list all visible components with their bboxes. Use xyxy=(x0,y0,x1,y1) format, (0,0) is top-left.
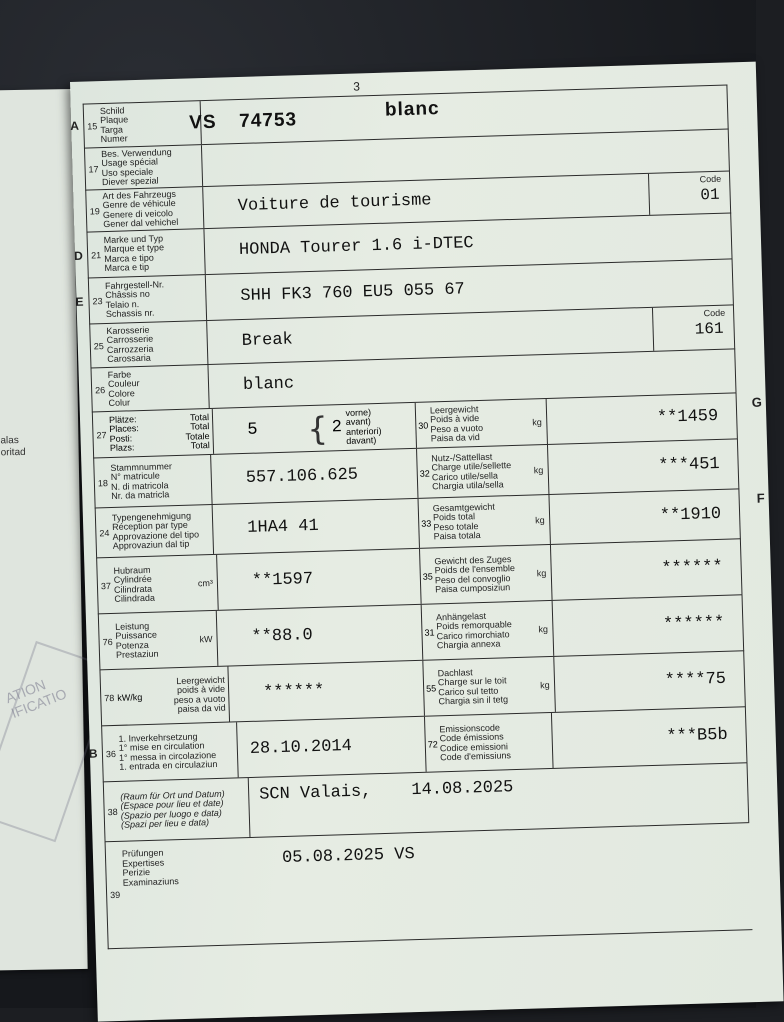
field-number: 24 xyxy=(99,527,110,538)
code-box: Code 161 xyxy=(652,305,734,350)
front-seats-value: 2 xyxy=(331,418,343,438)
unit-label: kg xyxy=(533,464,544,475)
field-label: Dachlast Charge sur le toit Carico sul tetto Chargia sin il tetg xyxy=(437,666,509,707)
field-label: Stammnummer N° matricule N. di matricola Nr. da matricla xyxy=(110,455,212,507)
unit-label: kg xyxy=(532,416,542,427)
seats-label: Plätze: Places: Posti: Plazs: xyxy=(108,413,139,453)
field-label: Farbe Couleur Colore Colur xyxy=(108,365,210,411)
chassis-value: SHH FK3 760 EU5 055 67 xyxy=(240,280,466,307)
power-value: **88.0 xyxy=(251,626,314,647)
field-number: 26 xyxy=(94,384,106,395)
field-label: Gesamtgewicht Poids total Peso totale Paisa totala xyxy=(432,501,495,542)
empty-weight-value: **1459 xyxy=(545,393,737,444)
field-number: 15 xyxy=(87,120,98,132)
unit-label: cm³ xyxy=(193,555,219,611)
row-letter: A xyxy=(70,118,80,134)
unit-label: kg xyxy=(539,679,550,690)
field-number: 25 xyxy=(93,340,104,351)
row-letter: E xyxy=(75,294,84,309)
field-label: Emissionscode Code émissions Codice emissioni Code d'emissiuns xyxy=(439,722,512,763)
field-number: 33 xyxy=(421,517,432,529)
color-value: blanc xyxy=(242,374,295,395)
plate-number: 74753 xyxy=(238,108,298,132)
make-model-value: HONDA Tourer 1.6 i-DTEC xyxy=(238,234,474,261)
matricule-value: 557.106.625 xyxy=(245,465,359,488)
field-number: 76 xyxy=(102,636,113,647)
field-number: 27 xyxy=(96,429,107,440)
field-number: 36 xyxy=(105,748,117,759)
page-number: 3 xyxy=(353,79,361,94)
left-page-text-2: oritad xyxy=(0,446,26,459)
field-label: Leistung Puissance Potenza Prestaziun xyxy=(115,620,159,660)
stamp-text: ATION IFICATIO xyxy=(3,676,69,722)
field-number: 37 xyxy=(100,580,112,591)
power-ratio-label: kW/kg xyxy=(117,691,143,703)
front-seats-label: vorne) avant) anteriori) davant) xyxy=(345,406,382,446)
row-inspections xyxy=(105,822,753,949)
vehicle-type-value: Voiture de tourisme xyxy=(237,191,432,217)
row-letter: D xyxy=(73,248,84,263)
issue-date: 14.08.2025 xyxy=(411,778,514,801)
field-number: 30 xyxy=(418,420,429,431)
seats-value: 5 xyxy=(247,420,258,440)
field-number: 31 xyxy=(424,626,435,638)
field-number: 17 xyxy=(88,163,99,174)
field-number: 78 xyxy=(104,692,115,703)
row-letter: B xyxy=(88,746,98,761)
emission-code-value: ***B5b xyxy=(551,707,747,768)
power-ratio-value: ****** xyxy=(262,681,325,703)
field-label: 1. Inverkehrsetzung 1° mise en circulation 1° messa in circolazione 1. entrada en circulaziun xyxy=(118,722,239,781)
field-number: 55 xyxy=(425,682,437,694)
brace: { xyxy=(306,409,329,448)
field-label: Fahrgestell-Nr. Châssis no Telaio n. Schassis nr. xyxy=(105,275,207,323)
field-number: 39 xyxy=(109,889,121,901)
code-box: Code 01 xyxy=(648,171,730,214)
payload-value: ***451 xyxy=(546,439,738,494)
side-letter: F xyxy=(756,490,765,506)
field-number: 18 xyxy=(97,477,109,488)
total-weight-value: **1910 xyxy=(548,489,740,544)
unit-label: kg xyxy=(538,623,549,634)
train-weight-value: ****** xyxy=(549,539,741,600)
field-number: 21 xyxy=(90,249,102,260)
field-label: Art des Fahrzeugs Genre de véhicule Genere di veicolo Gener dal vehichel xyxy=(102,187,204,231)
roof-load-value: ****75 xyxy=(553,651,745,712)
registration-card xyxy=(70,62,784,1022)
field-number: 72 xyxy=(427,738,438,750)
field-number: 23 xyxy=(92,295,103,306)
body-value: Break xyxy=(241,330,294,352)
field-label: Karosserie Carrosserie Carrozzeria Carossaria xyxy=(106,321,208,367)
plate-color: blanc xyxy=(384,98,440,121)
field-label: Gewicht des Zuges Poids de l'ensemble Peso del convoglio Paisa cumposiziun xyxy=(434,553,516,595)
unit-label: kg xyxy=(536,567,547,578)
registration-table xyxy=(70,84,765,949)
seats-total-label: Total Total Totale Total xyxy=(169,409,214,455)
field-number: 19 xyxy=(89,205,100,216)
issue-place: SCN Valais, xyxy=(258,782,372,805)
type-approval-value: 1HA4 41 xyxy=(247,516,319,538)
displacement-value: **1597 xyxy=(251,570,314,591)
field-label: Anhängelast Poids remorquable Carico rimorchiato Chargia annexa xyxy=(435,610,512,651)
inspection-value: 05.08.2025 VS xyxy=(281,845,415,869)
towing-value: ****** xyxy=(551,595,743,656)
left-page-text-1: alas xyxy=(0,435,19,447)
side-letter: G xyxy=(751,394,763,410)
field-label: Hubraum Cylindrée Cilindrata Cilindrada xyxy=(113,564,156,604)
field-label: Nutz-/Sattellast Charge utile/sellette Carico utile/sella Chargia utila/sella xyxy=(431,451,512,492)
unit-label: kW xyxy=(195,611,219,667)
field-label: Leergewicht Poids à vide Peso a vuoto Paisa da vid xyxy=(429,403,484,444)
field-label: Leergewicht poids à vide peso a vuoto paisa da vid xyxy=(148,667,230,724)
field-number: 32 xyxy=(419,468,430,479)
plate-canton: VS xyxy=(188,111,217,133)
unit-label: kg xyxy=(535,514,545,525)
field-number: 38 xyxy=(107,806,118,817)
field-label: Schild Plaque Targa Numer xyxy=(100,101,202,147)
first-registration-value: 28.10.2014 xyxy=(249,736,353,759)
field-label: Prüfungen Expertises Perizie Examinaziuns xyxy=(121,847,179,888)
field-label: (Raum für Ort und Datum) (Espace pour lieu et date) (Spazio per luogo e data) (Spazi per lieu e data) xyxy=(120,778,251,841)
field-label: Marke und Typ Marque et type Marca e tipo Marca e tip xyxy=(103,229,205,277)
field-number: 35 xyxy=(422,570,433,582)
field-label: Bes. Verwendung Usage spécial Uso speciale Diever spezial xyxy=(101,145,203,189)
field-label: Typengenehmigung Réception par type Approvazione del tipo Approvaziun dal tip xyxy=(112,505,214,557)
